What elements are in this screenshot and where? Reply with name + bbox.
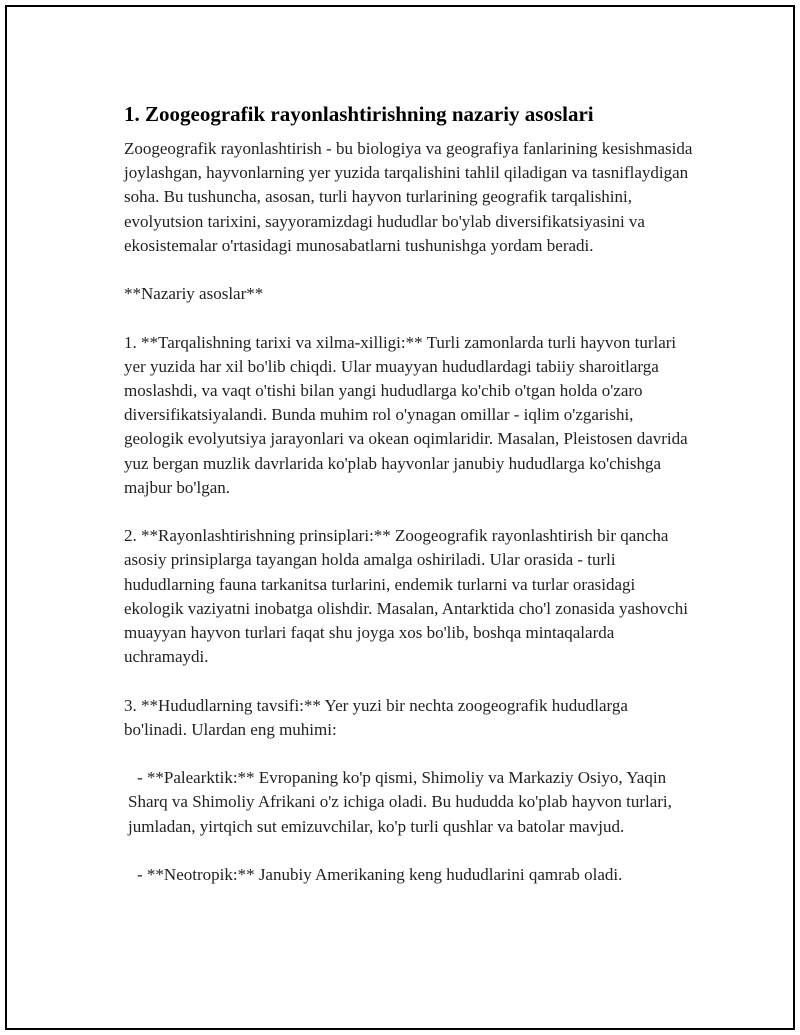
neotropic-paragraph: - **Neotropik:** Janubiy Amerikaning keng hududlarini qamrab oladi. [137, 865, 623, 884]
point-2-paragraph: 2. **Rayonlashtirishning prinsiplari:** Zoogeografik rayonlashtirish bir qancha asosiy prinsiplarga tayangan holda amalga oshiriladi. Ular orasida - turli hududlarning fauna tarkanitsa turlarini, endemik turlarni va turlar orasidagi ekologik vaziyatni inobatga olishdir. Masalan, Antarktida cho'l zonasida yashovchi muayyan hayvon turlari faqat shu joyga xos bo'lib, boshqa mintaqalarda uchramaydi. [124, 526, 688, 667]
intro-paragraph: Zoogeografik rayonlashtirish - bu biologiya va geografiya fanlarining kesishmasida joylashgan, hayvonlarning yer yuzida tarqalishini tahlil qiladigan va tasniflaydigan soha. Bu tushuncha, asosan, turli hayvon turlarining geografik tarqalishini, evolyutsion tarixini, sayyoramizdagi hududlar bo'ylab diversifikatsiyasini va ekosistemalar o'rtasidagi munosabatlarni tushunishga yordam beradi. [124, 139, 693, 255]
subheading-paragraph: **Nazariy asoslar** [124, 284, 264, 304]
document-body [124, 100, 694, 911]
page-frame [5, 5, 795, 1030]
section-heading: 1. Zoogeografik rayonlashtirishning nazariy asoslari [124, 102, 594, 126]
point-1-paragraph: 1. **Tarqalishning tarixi va xilma-xilligi:** Turli zamonlarda turli hayvon turlari yer yuzida har xil bo'lib chiqdi. Ular muayyan hududlardagi tabiiy sharoitlarga moslashdi, va vaqt o'tishi bilan yangi hududlarga ko'chib o'tgan holda o'zaro diversifikatsiyalandi. Bunda muhim rol o'ynagan omillar - iqlim o'zgarishi, geologik evolyutsiya jarayonlari va okean oqimlaridir. Masalan, Pleistosen davrida yuz bergan muzlik davrlarida ko'plab hayvonlar janubiy hududlarga ko'chishga majbur bo'lgan. [124, 332, 688, 497]
palearctic-paragraph: - **Palearktik:** Evropaning ko'p qismi, Shimoliy va Markaziy Osiyo, Yaqin Sharq va Shimoliy Afrikani o'z ichiga oladi. Bu hududda ko'plab hayvon turlari, jumladan, yirtqich sut emizuvchilar, ko'p turli qushlar va batolar mavjud. [128, 768, 672, 836]
point-3-paragraph: 3. **Hududlarning tavsifi:** Yer yuzi bir nechta zoogeografik hududlarga bo'linadi. Ulardan eng muhimi: [124, 695, 628, 739]
